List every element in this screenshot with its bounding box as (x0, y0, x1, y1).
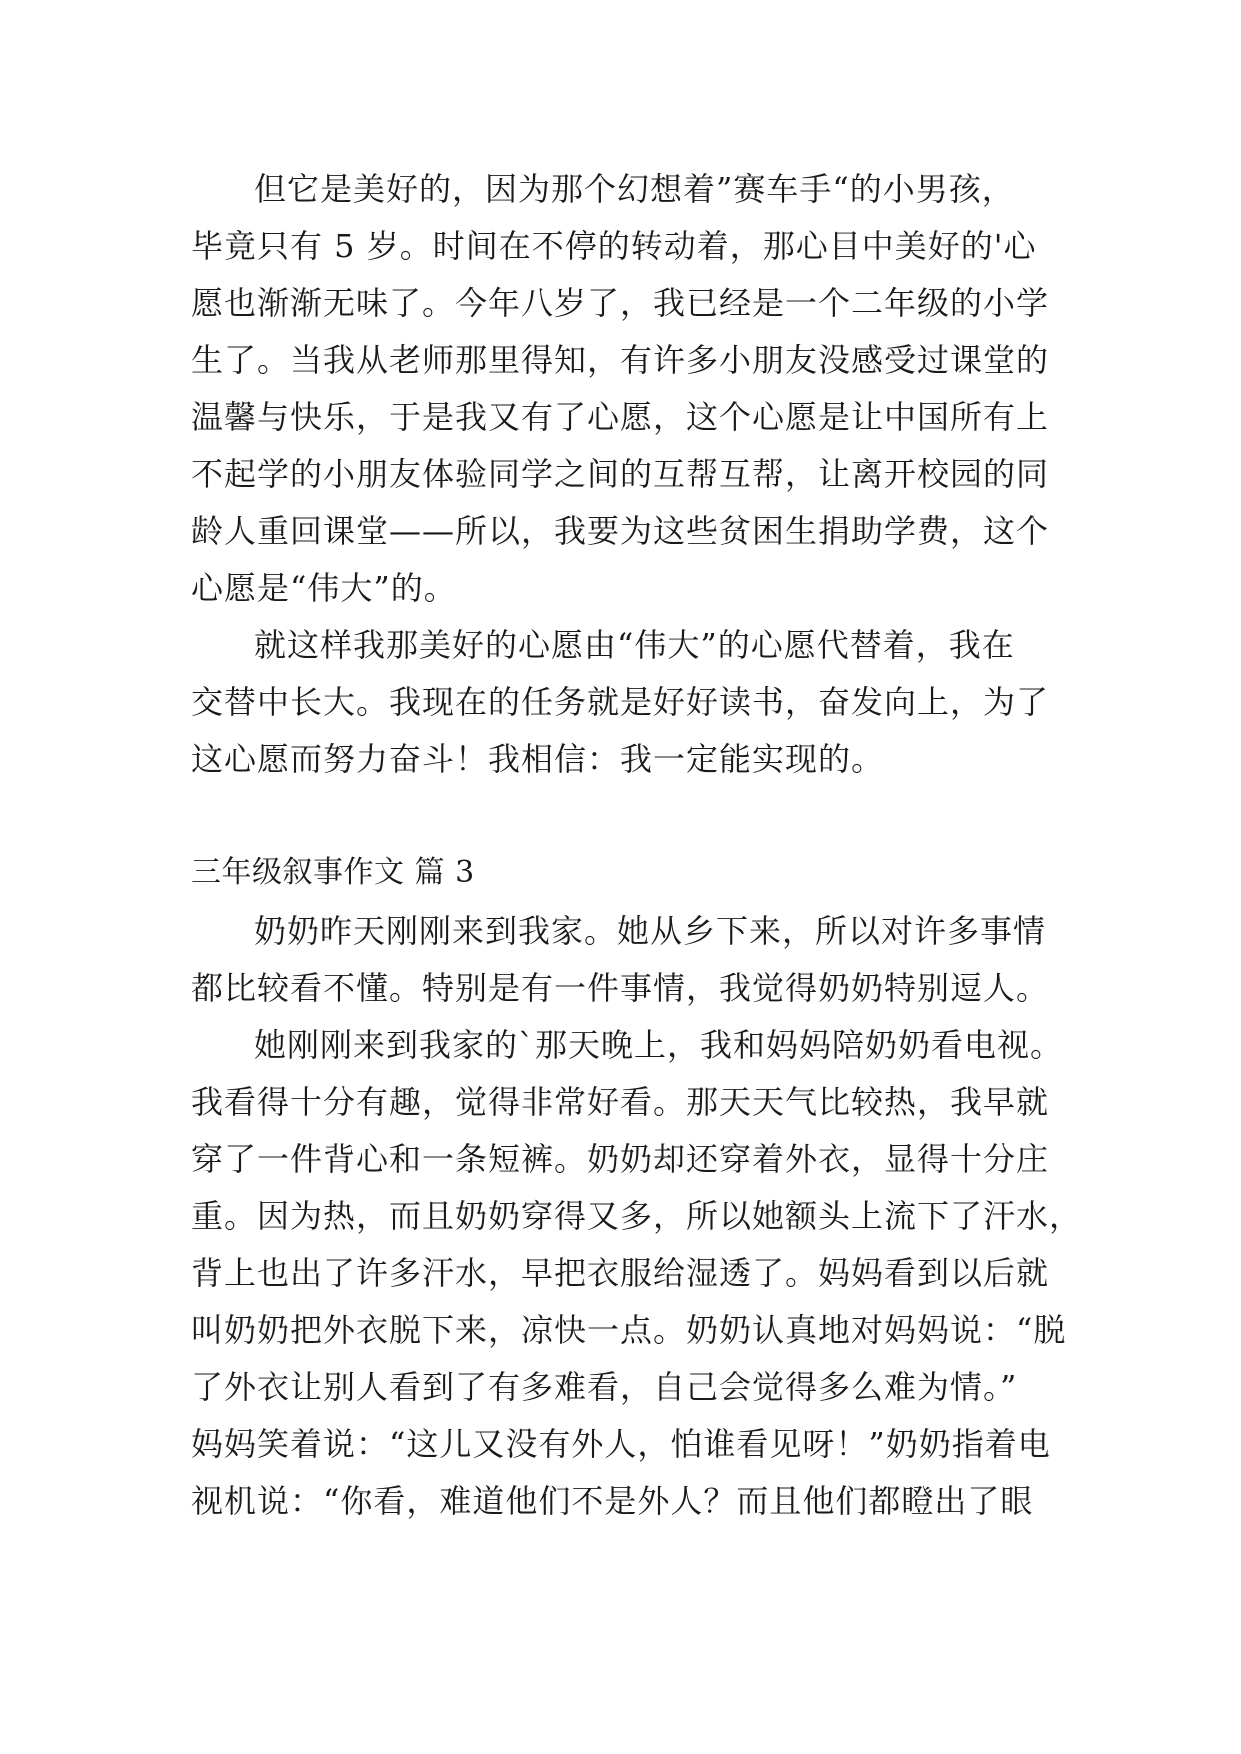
paragraph-line: 生了。当我从老师那里得知，有许多小朋友没感受过课堂的 (191, 341, 1050, 379)
paragraph-line: 毕竟只有 5 岁。时间在不停的转动着，那心目中美好的'心 (191, 227, 1037, 265)
paragraph-line: 叫奶奶把外衣脱下来，凉快一点。奶奶认真地对妈妈说：“脱 (191, 1311, 1067, 1349)
paragraph-line: 交替中长大。我现在的任务就是好好读书，奋发向上，为了 (191, 683, 1050, 721)
paragraph-line: 奶奶昨天刚刚来到我家。她从乡下来，所以对许多事情 (254, 912, 1047, 950)
paragraph-line: 穿了一件背心和一条短裤。奶奶却还穿着外衣，显得十分庄 (191, 1140, 1050, 1178)
paragraph-line: 愿也渐渐无味了。今年八岁了，我已经是一个二年级的小学 (191, 284, 1050, 322)
paragraph-line: 视机说：“你看，难道他们不是外人？而且他们都瞪出了眼 (191, 1482, 1034, 1520)
paragraph-line: 了外衣让别人看到了有多难看，自己会觉得多么难为情。” (191, 1368, 1018, 1406)
section-heading: 三年级叙事作文 篇 3 (191, 855, 475, 890)
paragraph-line: 温馨与快乐，于是我又有了心愿，这个心愿是让中国所有上 (191, 398, 1050, 436)
paragraph-line: 她刚刚来到我家的`那天晚上，我和妈妈陪奶奶看电视。 (254, 1026, 1064, 1064)
paragraph-line: 龄人重回课堂——所以，我要为这些贫困生捐助学费，这个 (191, 512, 1050, 550)
paragraph-line: 妈妈笑着说：“这儿又没有外人，怕谁看见呀！”奶奶指着电 (191, 1425, 1051, 1463)
paragraph-line: 我看得十分有趣，觉得非常好看。那天天气比较热，我早就 (191, 1083, 1050, 1121)
paragraph-line: 这心愿而努力奋斗！我相信：我一定能实现的。 (191, 740, 885, 778)
paragraph-line: 就这样我那美好的心愿由“伟大”的心愿代替着，我在 (254, 626, 1015, 664)
paragraph-line: 都比较看不懂。特别是有一件事情，我觉得奶奶特别逗人。 (191, 969, 1050, 1007)
paragraph-line: 心愿是“伟大”的。 (191, 569, 457, 607)
paragraph-line: 不起学的小朋友体验同学之间的互帮互帮，让离开校园的同 (191, 455, 1050, 493)
paragraph-line: 但它是美好的，因为那个幻想着”赛车手“的小男孩， (254, 170, 1015, 208)
paragraph-line: 重。因为热，而且奶奶穿得又多，所以她额头上流下了汗水， (191, 1197, 1083, 1235)
paragraph-line: 背上也出了许多汗水，早把衣服给湿透了。妈妈看到以后就 (191, 1254, 1050, 1292)
